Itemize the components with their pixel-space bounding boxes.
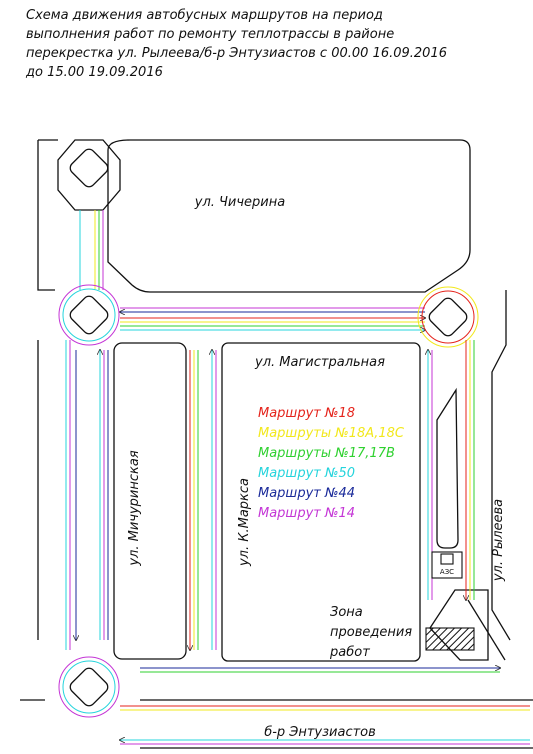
legend-item-route-44: Маршрут №44	[258, 486, 356, 501]
street-entuziastov: б-р Энтузиастов	[264, 725, 376, 740]
edge-right	[492, 290, 510, 640]
roundabout-w-island	[68, 294, 110, 336]
street-michurinskaya: ул. Мичуринская	[127, 450, 142, 566]
title-line-4: до 15.00 19.09.2016	[26, 65, 163, 80]
roundabout-nw-island	[68, 147, 110, 189]
zone-label-line-3: работ	[330, 645, 370, 660]
gas-station	[432, 552, 462, 578]
gas-station-label: АЗС	[439, 568, 455, 576]
legend	[258, 406, 405, 521]
zone-label-line-1: Зона	[330, 605, 363, 620]
street-edges	[20, 140, 533, 748]
block-top	[108, 140, 470, 292]
street-kmarksa: ул. К.Маркса	[237, 477, 252, 567]
work-zone-hatch	[426, 628, 474, 650]
legend-item-route-17: Маршруты №17,17В	[258, 446, 395, 461]
roundabout-nw-outer	[58, 140, 120, 210]
roundabout-e-island	[427, 296, 469, 338]
legend-item-route-50: Маршрут №50	[258, 466, 356, 481]
title-line-3: перекрестка ул. Рылеева/б-р Энтузиастов с 00.00 16.09.2016	[26, 46, 447, 61]
title-line-1: Схема движения автобусных маршрутов на период	[26, 8, 383, 23]
roundabouts	[58, 140, 469, 708]
legend-item-route-18: Маршрут №18	[258, 406, 356, 421]
street-magistralnaya: ул. Магистральная	[255, 355, 385, 370]
street-chicherina: ул. Чичерина	[194, 195, 286, 210]
roundabout-sw-island	[68, 666, 110, 708]
traffic-island	[437, 390, 458, 548]
street-ryleeva: ул. Рылеева	[491, 498, 506, 582]
block-michurinskaya	[114, 343, 186, 659]
zone-label-line-2: проведения	[330, 625, 413, 640]
title-line-2: выполнения работ по ремонту теплотрассы в районе	[26, 27, 395, 42]
legend-item-route-14: Маршрут №14	[258, 506, 356, 521]
legend-item-route-18a: Маршруты №18А,18С	[258, 426, 404, 441]
edge-left-top	[38, 140, 55, 290]
